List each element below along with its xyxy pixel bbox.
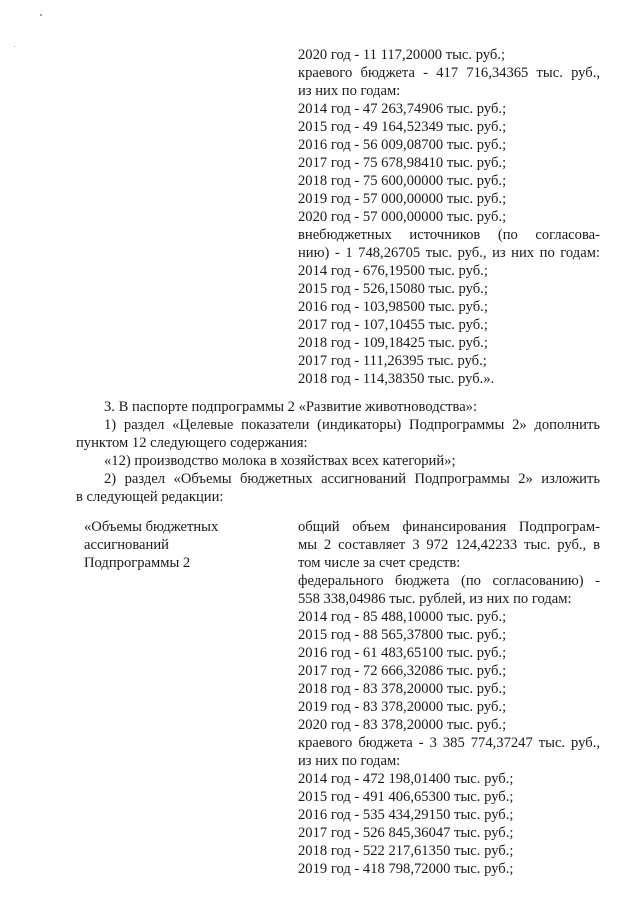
text-line: 2016 год - 56 009,08700 тыс. руб.; [298, 137, 507, 153]
text-line: 2015 год - 49 164,52349 тыс. руб.; [298, 119, 507, 135]
text-line: 2018 год - 83 378,20000 тыс. руб.; [298, 681, 507, 697]
text-line: 2019 год - 418 798,72000 тыс. руб.; [298, 861, 514, 877]
text-line: 2016 год - 103,98500 тыс. руб.; [298, 299, 488, 315]
text-line: из них по годам: [298, 83, 401, 99]
text-line: 2017 год - 111,26395 тыс. руб.; [298, 353, 487, 369]
text-line: 2014 год - 472 198,01400 тыс. руб.; [298, 771, 514, 787]
scan-speck [14, 46, 15, 47]
paragraph-item-3: 3. В паспорте подпрограммы 2 «Развитие животноводства»: [104, 399, 478, 415]
label-line: ассигнований [84, 537, 169, 553]
text-line: 2014 год - 47 263,74906 тыс. руб.; [298, 101, 507, 117]
paragraph-quote-12: «12) производство молока в хозяйствах всех категорий»; [104, 453, 456, 469]
paragraph-subitem-2: 2) раздел «Объемы бюджетных ассигнований Подпрограммы 2» изложить [104, 471, 600, 487]
top-funding-block [298, 46, 600, 388]
section-label [84, 518, 264, 572]
text-line: 2016 год - 535 434,29150 тыс. руб.; [298, 807, 514, 823]
text-line: 2020 год - 11 117,20000 тыс. руб.; [298, 47, 506, 63]
text-line: 2017 год - 107,10455 тыс. руб.; [298, 317, 488, 333]
amendment-paragraphs [76, 398, 600, 506]
text-line: краевого бюджета - 417 716,34365 тыс. руб., [298, 65, 600, 81]
text-line: 558 338,04986 тыс. рублей, из них по годам: [298, 591, 572, 607]
text-line: 2017 год - 526 845,36047 тыс. руб.; [298, 825, 514, 841]
text-line: 2015 год - 88 565,37800 тыс. руб.; [298, 627, 507, 643]
text-line: 2016 год - 61 483,65100 тыс. руб.; [298, 645, 507, 661]
text-line: 2018 год - 522 217,61350 тыс. руб.; [298, 843, 514, 859]
text-line: 2018 год - 114,38350 тыс. руб.». [298, 371, 495, 387]
text-line: 2017 год - 72 666,32086 тыс. руб.; [298, 663, 507, 679]
text-line: том числе за счет средств: [298, 555, 461, 571]
text-line: 2015 год - 491 406,65300 тыс. руб.; [298, 789, 514, 805]
paragraph-subitem-1: 1) раздел «Целевые показатели (индикаторы) Подпрограммы 2» дополнить [104, 417, 600, 433]
text-line: краевого бюджета - 3 385 774,37247 тыс. руб., [298, 735, 600, 751]
text-line: внебюджетных источников (по согласова- [298, 227, 600, 243]
paragraph-subitem-1-cont: пунктом 12 следующего содержания: [76, 435, 308, 451]
paragraph-subitem-2-cont: в следующей редакции: [76, 489, 224, 505]
text-line: 2020 год - 57 000,00000 тыс. руб.; [298, 209, 507, 225]
label-line: Подпрограммы 2 [84, 555, 191, 571]
text-line: 2019 год - 83 378,20000 тыс. руб.; [298, 699, 507, 715]
text-line: 2018 год - 109,18425 тыс. руб.; [298, 335, 488, 351]
text-line: 2014 год - 85 488,10000 тыс. руб.; [298, 609, 507, 625]
text-line: 2014 год - 676,19500 тыс. руб.; [298, 263, 488, 279]
scan-speck [40, 14, 42, 16]
text-line: 2018 год - 75 600,00000 тыс. руб.; [298, 173, 507, 189]
text-line: 2015 год - 526,15080 тыс. руб.; [298, 281, 488, 297]
text-line: из них по годам: [298, 753, 401, 769]
text-line: общий объем финансирования Подпрограм- [298, 519, 600, 535]
text-line: 2017 год - 75 678,98410 тыс. руб.; [298, 155, 507, 171]
text-line: нию) - 1 748,26705 тыс. руб., из них по годам: [298, 245, 600, 261]
subprogram-funding-block [298, 518, 600, 878]
text-line: 2020 год - 83 378,20000 тыс. руб.; [298, 717, 507, 733]
text-line: мы 2 составляет 3 972 124,42233 тыс. руб., в [298, 537, 600, 553]
label-line: «Объемы бюджетных [84, 519, 219, 535]
text-line: федерального бюджета (по согласованию) - [298, 573, 600, 589]
text-line: 2019 год - 57 000,00000 тыс. руб.; [298, 191, 507, 207]
